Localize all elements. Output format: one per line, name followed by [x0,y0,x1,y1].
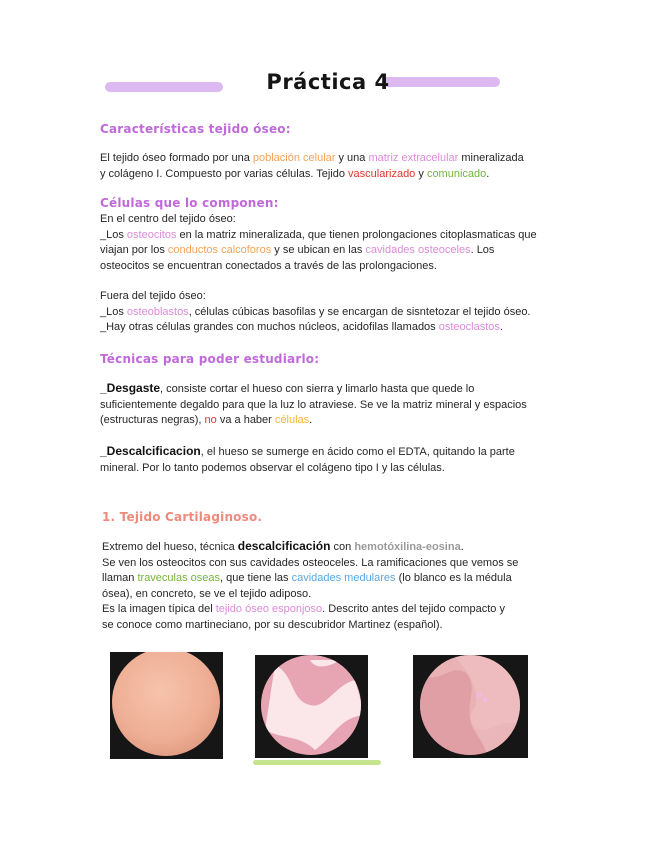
keyword-celulas: células [274,414,310,426]
text: (lo blanco es la médula [395,572,512,584]
keyword-traveculas-oseas: traveculas oseas [137,572,221,584]
paragraph-cartilaginoso [102,539,602,633]
text: . Los [470,244,495,256]
text: en la matriz mineralizada, que tienen prolongaciones citoplasmaticas que [176,228,537,241]
keyword-cavidades-medulares: cavidades medulares [291,572,396,584]
paragraph-caracteristicas [100,151,590,182]
text: suficientemente degaldo para que la luz lo atraviese. Se ve la matriz mineral y espacios [100,398,527,411]
text: mineralizada [458,152,524,164]
keyword-hemotoxilina-eosina: hemotóxilina-eosina [354,541,461,553]
text: _Los [100,305,127,318]
text: . [309,414,313,426]
text: , consiste cortar el hueso con sierra y limarlo hasta que quede lo [160,383,475,395]
text: y colágeno I. Compuesto por varias células. Tejido [100,167,349,180]
term-descalcificacion: _Descalcificacion [100,444,201,458]
keyword-poblacion-celular: población celular [252,152,336,164]
text: ósea), en concreto, se ve el tejido adiposo. [102,587,312,600]
text: Es la imagen típica del [102,603,216,615]
text: Se ven los osteocitos con sus cavidades osteoceles. La ramificaciones que vemos se [102,556,519,569]
text: Fuera del tejido óseo: [100,290,206,302]
term-desgaste: _Desgaste [100,381,161,395]
keyword-vascularizado: vascularizado [348,167,416,180]
heading-tejido-cartilaginoso: 1. Tejido Cartilaginoso. [102,510,263,524]
heading-celulas: Células que lo componen: [100,196,279,210]
paragraph-celulas [100,212,600,274]
keyword-comunicado: comunicado [426,167,487,180]
text: (estructuras negras), [100,414,205,426]
text: . [499,321,503,333]
heading-caracteristicas: Características tejido óseo: [100,122,291,136]
text: . [460,541,464,553]
text: se conoce como martineciano, por su descubridor Martinez (español). [102,618,443,631]
keyword-tejido-oseo-esponjoso: tejido óseo esponjoso [215,603,323,615]
micrograph-1 [110,652,223,759]
text: Extremo del hueso, técnica [102,541,238,553]
micrograph-2-image [255,655,368,758]
text: mineral. Por lo tanto podemos observar el colágeno tipo I y las células. [100,461,445,474]
paragraph-desgaste [100,381,600,429]
keyword-cavidades-osteoceles: cavidades osteoceles [365,244,471,256]
text: , el hueso se sumerge en ácido como el EDTA, quitando la parte [200,446,515,458]
text: llaman [102,572,138,584]
text: con [330,541,355,553]
paragraph-descalcificacion [100,444,600,476]
text: y una [335,152,369,164]
keyword-matriz-extracelular: matriz extracelular [368,152,459,164]
keyword-osteocitos: osteocitos [126,228,177,241]
text: y se ubican en las [271,244,366,256]
page-title: Práctica 4 [266,70,390,94]
text: . [486,167,490,180]
micrograph-3-image [413,655,528,758]
text: , células cúbicas basofilas y se encargan de sisntetozar el tejido óseo. [188,305,531,318]
term-descalcificacion-bold: descalcificación [237,539,331,553]
text: _Los [100,228,127,241]
micrograph-3 [413,655,528,758]
keyword-osteoblastos: osteoblastos [126,305,189,318]
text: osteocitos se encuentran conectados a través de las prolongaciones. [100,259,437,272]
keyword-osteoclastos: osteoclastos [438,321,500,333]
text: _Hay otras células grandes con muchos núcleos, acidofilas llamados [100,321,439,333]
text: . Descrito antes del tejido compacto y [322,603,505,615]
text: En el centro del tejido óseo: [100,213,236,225]
text: viajan por los [100,244,168,256]
paragraph-fuera [100,289,600,336]
text: va a haber [216,414,275,426]
underline-micrograph-2 [253,760,381,765]
text: El tejido óseo formado por una [100,152,253,164]
keyword-no: no [204,414,217,426]
text: , que tiene las [220,572,292,584]
keyword-conductos-calcoforos: conductos calcoforos [167,244,272,256]
text: y [415,167,427,180]
heading-tecnicas: Técnicas para poder estudiarlo: [100,352,320,366]
micrograph-2 [255,655,368,758]
